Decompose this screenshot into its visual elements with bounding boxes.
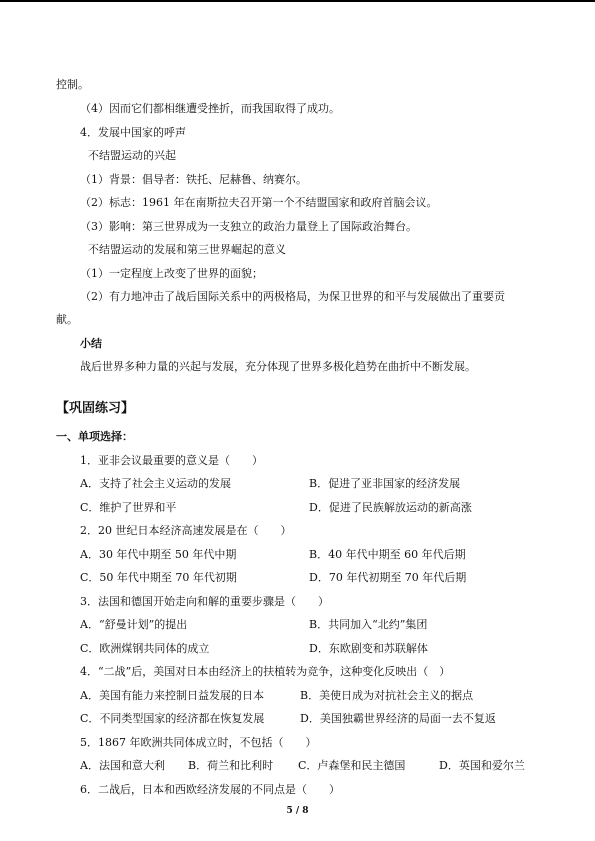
option-d[interactable]: D．70 年代初期至 70 年代后期 bbox=[309, 571, 467, 584]
option-d[interactable]: D．东欧剧变和苏联解体 bbox=[309, 642, 428, 655]
option-c[interactable]: C．维护了世界和平 bbox=[80, 501, 177, 514]
question-stem: 4．“二战”后，美国对日本由经济上的扶植转为竞争，这种变化反映出（ ） bbox=[80, 665, 451, 678]
option-d[interactable]: D．美国独霸世界经济的局面一去不复返 bbox=[300, 712, 496, 725]
option-c[interactable]: C．欧洲煤钢共同体的成立 bbox=[80, 642, 210, 655]
option-c[interactable]: C．不同类型国家的经济都在恢复发展 bbox=[80, 712, 265, 725]
summary-heading: 小结 bbox=[80, 337, 102, 350]
subheading: 不结盟运动的发展和第三世界崛起的意义 bbox=[88, 243, 286, 256]
summary-text: 战后世界多种力量的兴起与发展，充分体现了世界多极化趋势在曲折中不断发展。 bbox=[80, 360, 476, 373]
heading-developing-countries: 4．发展中国家的呼声 bbox=[80, 126, 186, 139]
text-line: （4）因而它们都相继遭受挫折，而我国取得了成功。 bbox=[80, 102, 340, 115]
question-stem: 6．二战后，日本和西欧经济发展的不同点是（ ） bbox=[80, 783, 340, 796]
option-b[interactable]: B．美使日成为对抗社会主义的据点 bbox=[300, 689, 474, 702]
option-b[interactable]: B．荷兰和比利时 bbox=[188, 759, 274, 772]
option-a[interactable]: A．“舒曼计划”的提出 bbox=[80, 618, 188, 631]
option-a[interactable]: A．法国和意大利 bbox=[80, 759, 165, 772]
option-c[interactable]: C．50 年代中期至 70 年代初期 bbox=[80, 571, 237, 584]
option-a[interactable]: A．美国有能力来控制日益发展的日本 bbox=[80, 689, 264, 702]
section-title: 【巩固练习】 bbox=[56, 401, 135, 416]
option-b[interactable]: B．共同加入“北约”集团 bbox=[309, 618, 428, 631]
option-d[interactable]: D．英国和爱尔兰 bbox=[439, 759, 525, 772]
text-line: （3）影响：第三世界成为一支独立的政治力量登上了国际政治舞台。 bbox=[80, 220, 417, 233]
text-line: （2）有力地冲击了战后国际关系中的两极格局，为保卫世界的和平与发展做出了重要贡 bbox=[80, 290, 505, 303]
page-number: 5 / 8 bbox=[286, 806, 309, 816]
option-d[interactable]: D．促进了民族解放运动的新高涨 bbox=[309, 501, 472, 514]
option-b[interactable]: B．促进了亚非国家的经济发展 bbox=[309, 477, 461, 490]
question-stem: 2．20 世纪日本经济高速发展是在（ ） bbox=[80, 524, 292, 537]
question-stem: 5．1867 年欧洲共同体成立时，不包括（ ） bbox=[80, 736, 317, 749]
question-stem: 1．亚非会议最重要的意义是（ ） bbox=[80, 454, 263, 467]
option-a[interactable]: A．支持了社会主义运动的发展 bbox=[80, 477, 231, 490]
text-line: （1）一定程度上改变了世界的面貌； bbox=[80, 267, 263, 280]
option-c[interactable]: C．卢森堡和民主德国 bbox=[298, 759, 406, 772]
option-b[interactable]: B．40 年代中期至 60 年代后期 bbox=[309, 548, 466, 561]
part-title: 一、单项选择： bbox=[56, 430, 133, 443]
text-line: 献。 bbox=[56, 313, 78, 326]
text-line: （2）标志：1961 年在南斯拉夫召开第一个不结盟国家和政府首脑会议。 bbox=[80, 196, 438, 209]
text-line: （1）背景：倡导者：铁托、尼赫鲁、纳赛尔。 bbox=[80, 173, 307, 186]
subheading: 不结盟运动的兴起 bbox=[88, 149, 176, 162]
option-a[interactable]: A．30 年代中期至 50 年代中期 bbox=[80, 548, 237, 561]
question-stem: 3．法国和德国开始走向和解的重要步骤是（ ） bbox=[80, 595, 329, 608]
text-line: 控制。 bbox=[56, 78, 89, 91]
